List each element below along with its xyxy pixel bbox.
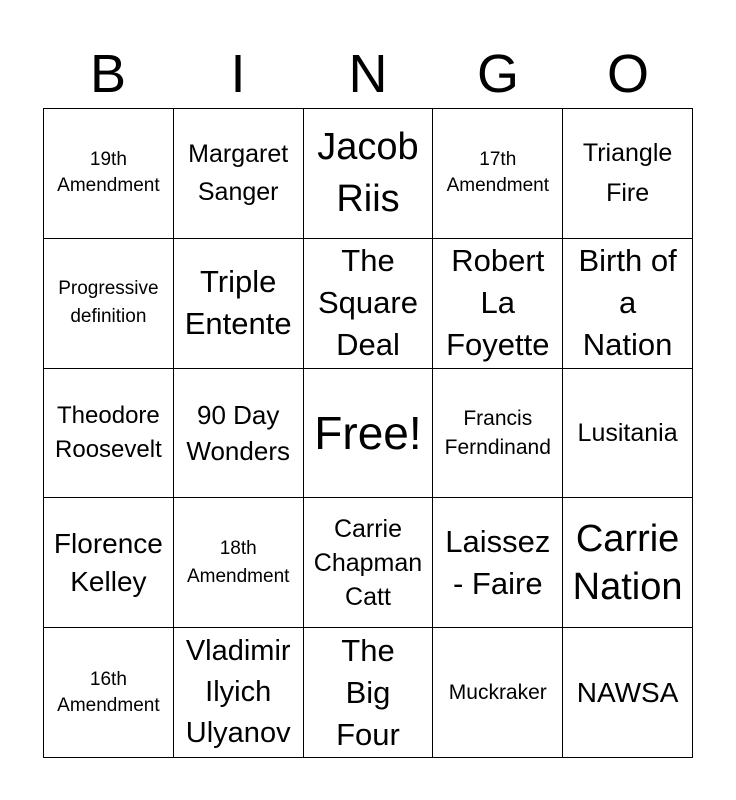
bingo-cell	[433, 239, 563, 369]
bingo-cell	[433, 498, 563, 628]
bingo-cell	[433, 369, 563, 499]
cell-text: NAWSA	[576, 676, 679, 708]
cell-text: Robert La Foyette	[446, 243, 550, 363]
bingo-cell	[304, 369, 434, 499]
bingo-cell	[44, 239, 174, 369]
cell-text: Progressive definition	[58, 278, 159, 328]
header-letter-n: N	[348, 44, 388, 104]
cell-text: 19th Amendment	[57, 149, 160, 197]
bingo-cell	[563, 239, 693, 369]
bingo-cell	[44, 628, 174, 758]
bingo-cell	[174, 109, 304, 239]
bingo-cell	[563, 628, 693, 758]
bingo-cell	[563, 369, 693, 499]
cell-text: 17th Amendment	[446, 149, 550, 197]
cell-text: Carrie Nation	[572, 517, 683, 608]
bingo-cell	[304, 109, 434, 239]
cell-text: Lusitania	[577, 418, 678, 447]
bingo-cell	[44, 109, 174, 239]
bingo-cell	[304, 239, 434, 369]
cell-text: Theodore Roosevelt	[55, 401, 162, 463]
cell-text: Carrie Chapman Catt	[313, 514, 423, 611]
cell-text: Muckraker	[448, 681, 547, 705]
cell-text: The Big Four	[336, 632, 400, 752]
cell-text: Laissez - Faire	[445, 523, 551, 601]
cell-text: 18th Amendment	[186, 537, 290, 587]
bingo-cell	[304, 628, 434, 758]
cell-text: 90 Day Wonders	[186, 399, 290, 466]
bingo-cell	[563, 109, 693, 239]
bingo-cell	[174, 628, 304, 758]
bingo-cell	[563, 498, 693, 628]
bingo-cell	[174, 369, 304, 499]
bingo-grid	[43, 108, 693, 758]
cell-text: Margaret Sanger	[188, 140, 289, 207]
cell-text: Florence Kelley	[53, 527, 163, 597]
bingo-cell	[44, 498, 174, 628]
header-letter-o: O	[606, 44, 649, 104]
cell-text: Jacob Riis	[317, 126, 419, 221]
cell-text: Vladimir Ilyich Ulyanov	[185, 635, 291, 750]
header-letter-b: B	[89, 44, 127, 104]
header-letter-g: G	[476, 44, 519, 104]
bingo-cell	[433, 109, 563, 239]
bingo-cell	[433, 628, 563, 758]
cell-text: 16th Amendment	[57, 668, 160, 716]
free-space: Free!	[314, 406, 422, 459]
header-letter-i: I	[230, 44, 246, 104]
cell-text: Birth of a Nation	[578, 243, 677, 363]
bingo-cell	[44, 369, 174, 499]
cell-text: Triple Entente	[184, 264, 292, 342]
cell-text: Triangle Fire	[582, 139, 673, 208]
bingo-cell	[304, 498, 434, 628]
bingo-cell	[174, 239, 304, 369]
bingo-cell	[174, 498, 304, 628]
cell-text: Francis Ferndinand	[444, 406, 551, 459]
bingo-header	[43, 40, 693, 108]
cell-text: The Square Deal	[318, 243, 418, 363]
